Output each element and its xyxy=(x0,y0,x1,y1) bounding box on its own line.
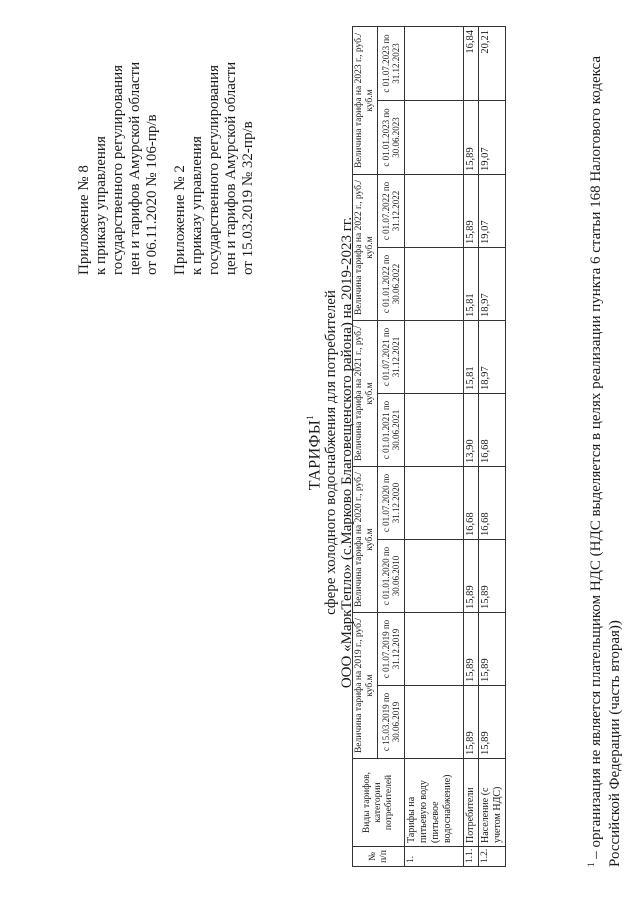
tariff-cell: 13,90 xyxy=(464,394,479,467)
tariff-cell: 15,89 xyxy=(464,175,479,248)
row-number: 1.1. xyxy=(464,847,479,867)
header-year-2021: Величина тарифа на 2021 г., руб./куб.м xyxy=(353,321,378,467)
header-row xyxy=(353,27,378,867)
tariff-cell xyxy=(405,175,464,248)
row-name: Население (с учетом НДС) xyxy=(479,759,506,847)
tariff-cell xyxy=(405,101,464,175)
tariff-cell: 15,89 xyxy=(464,686,479,759)
period-row xyxy=(378,27,405,867)
footnote-text: – организация не является плательщиком НДС (НДС выделяется в целях реализации пункта 6 статьи 168 Налогового кодекса Российской Федерации (часть вторая)) xyxy=(588,55,623,867)
period-header: с 01.07.2021 по 31.12.2021 xyxy=(378,321,405,394)
period-header: с 01.01.2021 по 30.06.2021 xyxy=(378,394,405,467)
header-year-2023: Величина тарифа на 2023 г., руб./куб.м xyxy=(353,27,378,175)
appendix-line: к приказу управления xyxy=(93,136,109,275)
tariff-cell: 16,68 xyxy=(479,394,506,467)
tariff-cell xyxy=(405,467,464,540)
tariff-cell: 15,81 xyxy=(464,321,479,394)
document-titles xyxy=(302,0,355,905)
tariff-cell: 15,89 xyxy=(479,613,506,686)
appendix-line: цен и тарифов Амурской области xyxy=(223,61,239,275)
period-header: с 01.07.2019 по 31.12.2019 xyxy=(378,613,405,686)
period-header: с 01.01.2020 по 30.06.2010 xyxy=(378,540,405,613)
tariff-cell xyxy=(405,394,464,467)
period-header: с 01.07.2023 по 31.12.2023 xyxy=(378,27,405,101)
appendix-line: к приказу управления xyxy=(189,136,205,275)
header-year-2022: Величина тарифа на 2022 г., руб./куб.м xyxy=(353,175,378,321)
appendix-2-block xyxy=(172,15,257,275)
table-row xyxy=(464,27,479,867)
tariff-cell xyxy=(405,540,464,613)
appendix-line: от 06.11.2020 № 106-пр/в xyxy=(144,114,160,275)
tariff-cell xyxy=(405,248,464,321)
tariff-cell: 15,89 xyxy=(464,101,479,175)
tariff-cell: 16,68 xyxy=(464,467,479,540)
tariff-cell: 18,97 xyxy=(479,321,506,394)
period-header: с 01.07.2022 по 31.12.2022 xyxy=(378,175,405,248)
appendix-line: Приложение № 8 xyxy=(76,165,92,275)
tariff-cell: 15,89 xyxy=(464,540,479,613)
document-subtitle: сфере холодного водоснабжения для потребителей xyxy=(323,290,340,615)
tariff-cell: 18,97 xyxy=(479,248,506,321)
row-name: Потребители xyxy=(464,759,479,847)
organization-line: ООО «МаркТепло» (с.Марково Благовещенского района) на 2019-2023 гг. xyxy=(339,216,356,689)
header-year-2020: Величина тарифа на 2020 г., руб./куб.м xyxy=(353,467,378,613)
row-name: Тарифы на питьевую воду (питьевое водоснабжение) xyxy=(405,759,464,847)
table-row xyxy=(405,27,464,867)
tariff-cell xyxy=(405,686,464,759)
row-number: 1.2. xyxy=(479,847,506,867)
tariff-cell xyxy=(405,27,464,101)
table-row xyxy=(479,27,506,867)
appendix-line: Приложение № 2 xyxy=(172,165,188,275)
tariff-cell: 15,89 xyxy=(479,686,506,759)
period-header: с 01.01.2023 по 30.06.2023 xyxy=(378,101,405,175)
document-title: ТАРИФЫ$^1$ xyxy=(305,414,324,491)
header-year-2019: Величина тарифа на 2019 г., руб./куб.м xyxy=(353,613,378,759)
tariff-cell xyxy=(405,321,464,394)
appendix-line: государственного регулирования xyxy=(110,64,126,275)
appendix-line: от 15.03.2019 № 32-пр/в xyxy=(240,121,256,275)
appendix-line: государственного регулирования xyxy=(206,64,222,275)
footnote-ref: 1 xyxy=(305,414,315,420)
header-num: № п/п xyxy=(353,847,405,867)
tariff-cell: 19,07 xyxy=(479,101,506,175)
period-header: с 01.07.2020 по 31.12.2020 xyxy=(378,467,405,540)
tariff-cell: 15,81 xyxy=(464,248,479,321)
appendix-8-block xyxy=(76,15,161,275)
tariff-cell: 15,89 xyxy=(464,613,479,686)
tariff-cell: 19,07 xyxy=(479,175,506,248)
tariff-cell xyxy=(405,613,464,686)
tariff-cell: 15,89 xyxy=(479,540,506,613)
tariff-table xyxy=(352,26,506,867)
appendix-line: цен и тарифов Амурской области xyxy=(127,61,143,275)
footnote-mark: 1 xyxy=(586,862,596,867)
period-header: с 15.03.2019 по 30.06.2019 xyxy=(378,686,405,759)
footnote xyxy=(582,17,625,867)
tariff-cell: 16,68 xyxy=(479,467,506,540)
tariff-cell: 20,21 xyxy=(479,27,506,101)
period-header: с 01.01.2022 по 30.06.2022 xyxy=(378,248,405,321)
tariff-cell: 16,84 xyxy=(464,27,479,101)
row-number: 1. xyxy=(405,847,464,867)
header-kinds: Виды тарифов, категории потребителей xyxy=(353,759,405,847)
